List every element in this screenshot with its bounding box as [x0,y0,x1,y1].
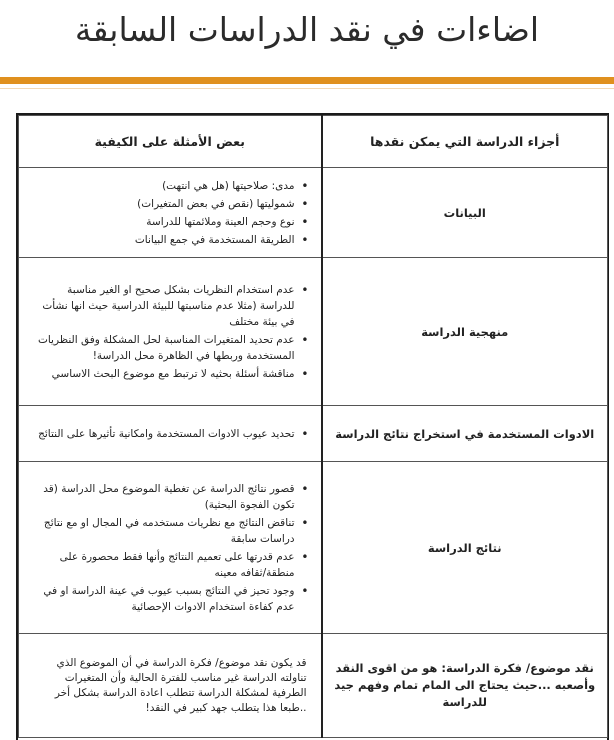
row-examples [19,462,322,634]
table-row [19,634,608,738]
list-item: • مناقشة أسئلة بحثيه لا ترتبط مع موضوع البحث الاساسي [33,366,295,382]
row-examples [19,258,322,406]
table-header-row [19,116,608,168]
list-item: • مدى: صلاحيتها (هل هي انتهت) [33,178,295,194]
row-examples [19,406,322,462]
page-title: اضاءات في نقد الدراسات السابقة [74,10,540,49]
topic-critique-text: قد يكون نقد موضوع/ فكرة الدراسة في أن الموضوع الذي تناولته الدراسة غير مناسب للفترة الحالية وأن المتغيرات الطرفية لمشكلة الدراسة تتطلب اعادة الدراسة بشكل أخر ..طبعا هذا يتطلب جهد كبير في النقد! [54,656,307,714]
list-item: • قصور نتائج الدراسة عن تغطية الموضوع محل الدراسة (قد تكون الفجوة البحثية) [33,481,295,513]
list-item: • عدم استخدام النظريات بشكل صحيح او الغير مناسبة للدراسة (مثلا عدم مناسبتها للبيئة الدراسية حيث انها نشأت في بيئة مختلف [33,282,295,330]
row-part-topic: نقد موضوع/ فكرة الدراسة: هو من اقوى النقد وأصعبه ...حيث يحتاج الى المام تمام وفهم جيد للدراسة [322,634,608,738]
list-item: • شموليتها (نقص في بعض المتغيرات) [33,196,295,212]
table-row [19,462,608,634]
list-item: • عدم تحديد المتغيرات المناسبة لحل المشكلة وفق النظريات المستخدمة وربطها في الظاهرة محل الدراسة! [33,332,295,364]
row-examples [19,168,322,258]
header-parts: أجزاء الدراسة التي يمكن نقدها [322,116,608,168]
row-part-tools: الادوات المستخدمة في استخراج نتائج الدراسة [322,406,608,462]
list-item: • الطريقة المستخدمة في جمع البيانات [33,232,295,248]
orange-divider [0,77,614,84]
list-item: • وجود تحيز في النتائج بسبب عيوب في عينة الدراسة او في عدم كفاءة استخدام الادوات الإحصائية [33,583,295,615]
table-row [19,168,608,258]
list-item: • تحديد عيوب الادوات المستخدمة وامكانية تأثيرها على النتائج [33,426,295,442]
row-part-methodology: منهجية الدراسة [322,258,608,406]
list-item: • عدم قدرتها على تعميم النتائج وأنها فقط محصورة على منطقة/ثقافه معينه [33,549,295,581]
divider-shadow [0,88,614,89]
examples-list [33,481,311,615]
examples-list [33,282,311,382]
table-row [19,406,608,462]
list-item: • تناقض النتائج مع نظريات مستخدمه في المجال او مع نتائج دراسات سابقة [33,515,295,547]
examples-list [33,178,311,248]
header-examples: بعض الأمثلة على الكيفية [19,116,322,168]
critique-table-frame [16,113,609,740]
row-part-data: البيانات [322,168,608,258]
list-item: • نوع وحجم العينة وملائمتها للدراسة [33,214,295,230]
row-part-results: نتائج الدراسة [322,462,608,634]
critique-table [18,115,608,738]
examples-list [33,426,311,442]
row-examples [19,634,322,738]
table-row [19,258,608,406]
